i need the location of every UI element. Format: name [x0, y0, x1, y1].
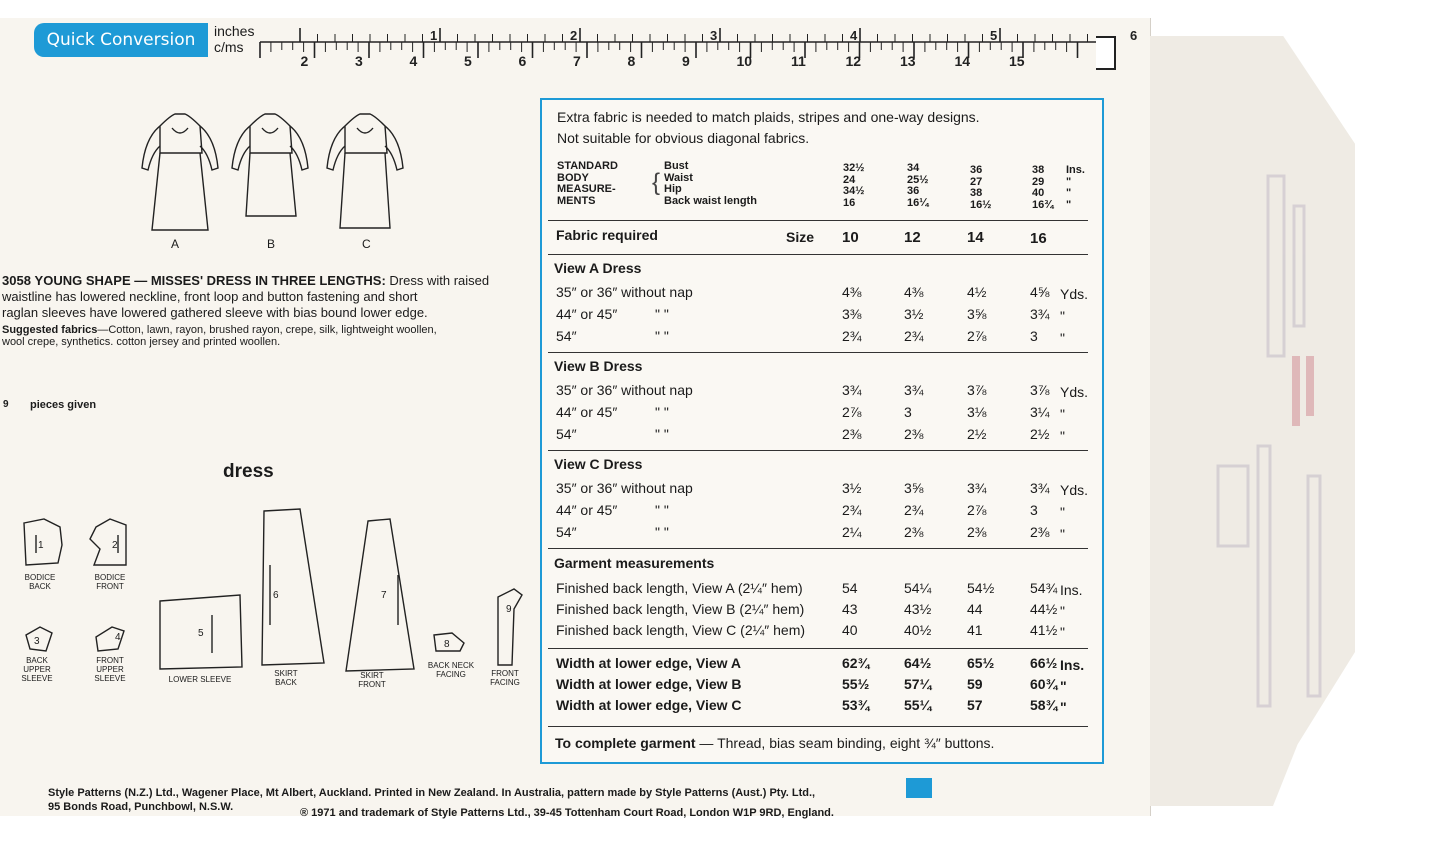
body-value: 27	[970, 175, 983, 188]
ditto-marks: " "	[655, 426, 669, 442]
piece-number: 1	[38, 540, 44, 551]
yardage-value: 3	[1030, 328, 1038, 344]
australia-address: 95 Bonds Road, Punchbowl, N.S.W.	[48, 801, 234, 813]
yardage-value: 2⅞	[967, 328, 987, 344]
suggested-fabrics-line1	[2, 324, 437, 336]
ditto-marks: " "	[655, 328, 669, 344]
yardage-value: 3	[1030, 502, 1038, 518]
yardage-value: 2⅜	[904, 426, 924, 442]
body-value: 34	[907, 162, 920, 174]
ruler-cm-label: 12	[845, 53, 862, 69]
pattern-number: 3058	[2, 273, 31, 288]
pattern-description-line3: raglan sleeves have lowered gathered sleeve with bias bound lower edge.	[2, 305, 428, 320]
measure-value: 54¼	[904, 580, 932, 596]
piece-number: 7	[381, 590, 387, 601]
row-label: 54″	[556, 426, 577, 442]
fabric-required-heading: Fabric required	[556, 227, 658, 243]
ruler-cm-label: 6	[518, 53, 527, 69]
unit: Ins.	[1066, 164, 1085, 176]
body-value: 24	[843, 173, 856, 186]
yardage-value: 3⅛	[967, 404, 987, 420]
unit: "	[1060, 699, 1067, 715]
yardage-value: 3⅞	[1030, 382, 1050, 398]
body-value: 34½	[843, 185, 865, 197]
dress-view-sketches	[130, 108, 410, 248]
piece-label: FRONT FACING	[490, 669, 520, 687]
row-label: 44″ or 45″	[556, 502, 618, 518]
row-label: 35″ or 36″ without nap	[556, 284, 693, 300]
unit: "	[1060, 678, 1067, 694]
copyright-line: ® 1971 and trademark of Style Patterns Ltd., 39-45 Tottenham Court Road, London W1P 9RD, England.	[300, 807, 834, 819]
ruler-cm-label: 2	[300, 53, 309, 69]
notions-line	[555, 735, 994, 751]
body-value: 16¼	[907, 196, 929, 209]
unit: Ins.	[1060, 657, 1085, 673]
view-b-label: B	[267, 237, 276, 251]
section-title: View A Dress	[554, 260, 642, 276]
ditto-marks: " "	[655, 306, 669, 322]
unit: Ins.	[1060, 582, 1083, 598]
yardage-value: 4⅜	[842, 284, 862, 300]
body-value: 38	[1032, 164, 1045, 176]
measuring-ruler	[208, 22, 1138, 72]
measure-value: 54¾	[1030, 580, 1058, 596]
divider	[548, 220, 1088, 221]
section-title: Garment measurements	[554, 555, 715, 571]
chart-note-2: Not suitable for obvious diagonal fabrics.	[557, 130, 810, 146]
unit: "	[1060, 504, 1065, 520]
section-title: View B Dress	[554, 358, 643, 374]
yardage-value: 2½	[1030, 426, 1050, 442]
ditto-marks: " "	[655, 524, 669, 540]
suggested-fabrics-line2: wool crepe, synthetics. cotton jersey and printed woollen.	[2, 336, 281, 348]
yardage-value: 2¾	[842, 328, 862, 344]
piece-label: BACK UPPER SLEEVE	[21, 656, 53, 683]
ruler-inch-label: 1	[430, 28, 438, 43]
measure-names	[664, 161, 757, 207]
unit: Yds.	[1060, 482, 1089, 498]
pattern-description-line1	[2, 273, 534, 288]
piece-number: 8	[444, 639, 450, 650]
body-value: 16½	[970, 198, 992, 211]
width-value: 66½	[1030, 655, 1058, 671]
size-14: 14	[967, 229, 984, 246]
description-text: Dress with raised	[389, 273, 490, 288]
yardage-value: 3½	[842, 480, 862, 496]
piece-label: FRONT UPPER SLEEVE	[94, 656, 126, 683]
piece-number: 5	[198, 628, 204, 639]
measure-value: 54½	[967, 580, 995, 596]
yardage-value: 4½	[967, 284, 987, 300]
width-value: 59	[967, 676, 983, 692]
divider	[548, 352, 1088, 353]
yardage-value: 3⅜	[842, 306, 862, 322]
skirt-back-piece	[262, 509, 324, 665]
width-value: 57	[967, 697, 983, 713]
piece-label: LOWER SLEEVE	[168, 675, 232, 684]
measure-value: 44	[967, 601, 983, 617]
width-value: 64½	[904, 655, 932, 671]
row-label: 35″ or 36″ without nap	[556, 480, 693, 496]
ruler-cm-label: 10	[736, 53, 753, 69]
unit: Yds.	[1060, 286, 1089, 302]
measure-value: 40	[842, 622, 858, 638]
pattern-description-line2: waistline has lowered neckline, front loop and button fastening and short	[2, 289, 418, 304]
ruler-cm-label: 14	[954, 53, 971, 69]
row-label: Width at lower edge, View C	[556, 697, 742, 713]
body-value: 36	[970, 164, 983, 176]
piece-label: BODICE BACK	[24, 573, 56, 591]
suggested-fabrics-text: —Cotton, lawn, rayon, brushed rayon, crepe, silk, lightweight woollen,	[97, 324, 437, 336]
ditto-marks: " "	[655, 502, 669, 518]
measure-name: Bust	[664, 160, 689, 172]
measure-name: Back waist length	[664, 194, 757, 207]
width-value: 55¼	[904, 697, 932, 713]
brace: {	[652, 169, 661, 196]
width-value: 57¼	[904, 676, 932, 692]
chart-note-1: Extra fabric is needed to match plaids, stripes and one-way designs.	[557, 109, 980, 125]
body-units	[1066, 165, 1085, 211]
unit: "	[1060, 526, 1065, 542]
unit: "	[1060, 603, 1065, 619]
row-label: 54″	[556, 328, 577, 344]
body-label-line: STANDARD	[557, 160, 618, 172]
divider	[548, 450, 1088, 451]
yardage-value: 3⅞	[967, 382, 987, 398]
yardage-value: 2⅜	[904, 524, 924, 540]
width-value: 55½	[842, 676, 870, 692]
body-label-line: BODY	[557, 171, 589, 184]
yardage-value: 3¾	[1030, 480, 1050, 496]
piece-label: BACK NECK FACING	[427, 661, 475, 679]
ruler-cm-label: 15	[1009, 53, 1025, 69]
body-value: 29	[1032, 175, 1045, 188]
ruler-inch-label: 2	[570, 28, 578, 43]
unit: "	[1060, 308, 1065, 324]
quick-conversion-badge: Quick Conversion	[34, 23, 208, 57]
yardage-value: 2¼	[842, 524, 862, 540]
ruler-cm-label: 7	[573, 53, 581, 69]
ruler-inch-label: 6	[1130, 28, 1138, 43]
ruler-inch-label: 4	[850, 28, 858, 43]
piece-label: SKIRT BACK	[274, 669, 298, 687]
ruler-inch-label: 5	[990, 28, 998, 43]
body-value: 25½	[907, 173, 929, 186]
measure-name: Hip	[664, 183, 682, 195]
yardage-value: 3⅝	[904, 480, 924, 496]
unit: "	[1060, 624, 1065, 640]
body-label-line: MEASURE-	[557, 183, 616, 195]
color-marker	[906, 778, 932, 798]
ruler-cm-label: 8	[627, 53, 636, 69]
ruler-cm-label: 3	[355, 53, 363, 69]
yardage-value: 3¾	[842, 382, 862, 398]
dress-pieces-heading: dress	[223, 461, 274, 482]
yardage-value: 2⅞	[842, 404, 862, 420]
ditto-marks: " "	[655, 404, 669, 420]
unit: "	[1060, 330, 1065, 346]
pattern-title: YOUNG SHAPE — MISSES' DRESS IN THREE LENGTHS:	[34, 273, 386, 288]
standard-body-measurements-label	[557, 161, 618, 207]
yardage-value: 3¾	[967, 480, 987, 496]
width-value: 60¾	[1030, 676, 1058, 692]
width-value: 58¾	[1030, 697, 1058, 713]
yardage-value: 2⅞	[967, 502, 987, 518]
width-value: 53¾	[842, 697, 870, 713]
yardage-value: 2¾	[842, 502, 862, 518]
row-label: 35″ or 36″ without nap	[556, 382, 693, 398]
notions-text: — Thread, bias seam binding, eight ¾″ buttons.	[695, 735, 995, 751]
piece-number: 6	[273, 590, 279, 601]
measure-value: 43	[842, 601, 858, 617]
unit: Yds.	[1060, 384, 1089, 400]
unit: "	[1066, 187, 1072, 199]
ruler-inch-label: 3	[710, 28, 718, 43]
body-value: 36	[907, 185, 920, 197]
body-label-line: MENTS	[557, 194, 596, 207]
measure-value: 41	[967, 622, 983, 638]
width-value: 65½	[967, 655, 995, 671]
measure-value: 54	[842, 580, 858, 596]
body-column-10	[843, 163, 864, 209]
yardage-value: 3¾	[1030, 306, 1050, 322]
pieces-count: 9	[3, 399, 9, 410]
divider	[548, 648, 1088, 649]
pieces-given-label: pieces given	[30, 399, 97, 411]
body-column-14	[970, 165, 991, 211]
front-facing-piece	[498, 589, 522, 665]
divider	[548, 548, 1088, 549]
ruler-cm-label: 9	[682, 53, 690, 69]
size-10: 10	[842, 229, 859, 246]
notions-heading: To complete garment	[555, 735, 696, 751]
ruler-end-cap	[1096, 36, 1116, 70]
measure-value: 43½	[904, 601, 932, 617]
faded-stamp-image	[1198, 146, 1348, 746]
measure-value: 40½	[904, 622, 932, 638]
ruler-inches-unit: inches	[214, 23, 255, 39]
body-value: 38	[970, 187, 983, 199]
size-heading: Size	[786, 229, 815, 245]
row-label: Width at lower edge, View A	[556, 655, 742, 671]
yardage-value: 2¾	[904, 502, 924, 518]
ruler-cm-label: 13	[900, 53, 916, 69]
yardage-value: 2⅜	[1030, 524, 1050, 540]
size-16: 16	[1030, 230, 1047, 247]
section-title: View C Dress	[554, 456, 643, 472]
row-label: 44″ or 45″	[556, 306, 618, 322]
body-value: 16¾	[1032, 198, 1054, 211]
yardage-value: 4⅝	[1030, 284, 1050, 300]
ruler-cm-label: 11	[791, 53, 806, 69]
ruler-cm-label: 4	[409, 53, 418, 69]
row-label: 54″	[556, 524, 577, 540]
yardage-value: 3¾	[904, 382, 924, 398]
size-12: 12	[904, 229, 921, 246]
ruler-cm-label: 5	[464, 53, 472, 69]
unit: "	[1066, 175, 1072, 188]
body-column-16	[1032, 165, 1053, 211]
body-column-12	[907, 163, 928, 209]
piece-number: 4	[115, 632, 121, 643]
measure-value: 41½	[1030, 622, 1058, 638]
yardage-value: 2¾	[904, 328, 924, 344]
unit: "	[1066, 198, 1072, 211]
yardage-value: 4⅜	[904, 284, 924, 300]
unit: "	[1060, 428, 1065, 444]
yardage-value: 2⅜	[842, 426, 862, 442]
measure-name: Waist	[664, 171, 693, 184]
envelope-flap	[1150, 36, 1355, 806]
bodice-front-piece	[90, 519, 126, 565]
skirt-front-piece	[346, 519, 414, 671]
piece-number: 2	[112, 540, 118, 551]
piece-label: BODICE FRONT	[94, 573, 126, 591]
divider	[548, 726, 1088, 727]
width-value: 62¾	[842, 655, 870, 671]
suggested-fabrics-heading: Suggested fabrics	[2, 324, 98, 336]
yardage-value: 2⅜	[967, 524, 987, 540]
body-value: 40	[1032, 187, 1045, 199]
yardage-value: 3	[904, 404, 912, 420]
piece-number: 3	[34, 636, 40, 647]
row-label: Finished back length, View B (2¼″ hem)	[556, 601, 805, 617]
row-label: Finished back length, View A (2¼″ hem)	[556, 580, 803, 596]
yardage-value: 3⅝	[967, 306, 987, 322]
yardage-value: 3¼	[1030, 404, 1050, 420]
body-value: 16	[843, 196, 856, 209]
view-c-label: C	[362, 237, 371, 251]
yardage-value: 2½	[967, 426, 987, 442]
measure-value: 44½	[1030, 601, 1058, 617]
row-label: Width at lower edge, View B	[556, 676, 742, 692]
unit: "	[1060, 406, 1065, 422]
piece-number: 9	[506, 604, 512, 615]
view-a-label: A	[171, 237, 180, 251]
yardage-value: 3½	[904, 306, 924, 322]
row-label: 44″ or 45″	[556, 404, 618, 420]
piece-label: SKIRT FRONT	[358, 671, 386, 689]
divider	[548, 254, 1088, 255]
row-label: Finished back length, View C (2¼″ hem)	[556, 622, 806, 638]
ruler-cm-unit: c/ms	[214, 39, 244, 55]
publisher-address-line: Style Patterns (N.Z.) Ltd., Wagener Place, Mt Albert, Auckland. Printed in New Zealand. In Australia, pattern made by Style Patterns (Aust.) Pty. Ltd.,	[48, 787, 816, 799]
body-value: 32½	[843, 162, 865, 174]
